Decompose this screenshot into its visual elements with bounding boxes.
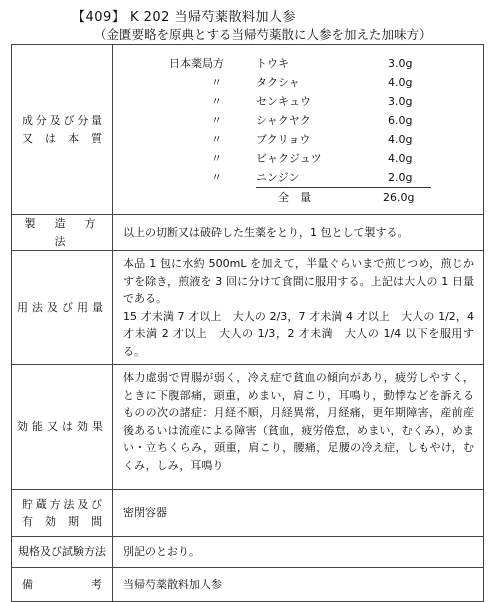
- ditto-mark: 〃: [211, 152, 222, 165]
- ingredient-name: タクシャ: [256, 76, 300, 89]
- label-composition-line1: 成分及び分量: [22, 114, 102, 127]
- efficacy-content: [113, 365, 484, 490]
- label-remarks-text: 備 考: [22, 577, 102, 591]
- document-title: 【409】 K 202 当帰芍薬散料加人参: [72, 10, 297, 25]
- ditto-mark: 〃: [211, 133, 222, 146]
- label-storage-line1: 貯蔵方法及び: [22, 497, 102, 511]
- label-remarks: [12, 568, 113, 602]
- composition-content: [113, 45, 484, 215]
- dosage-line: 本品 1 包に水約 500mL を加えて，半量ぐらいまで煎じつめ，煎じかすを除き，煎液を 3 回に分けて食間に服用する。上記は大人の 1 日量である。: [123, 257, 474, 305]
- ditto-mark: 〃: [211, 114, 222, 127]
- row-storage: [12, 490, 484, 537]
- label-dosage: 用法及び用量: [12, 251, 113, 365]
- label-storage: [12, 490, 113, 537]
- total-label: 全 量: [278, 191, 311, 204]
- total-amount: 26.0g: [383, 191, 415, 204]
- ingredient-name: ニンジン: [256, 171, 300, 184]
- efficacy-text: 体力虚弱で胃腸が弱く，冷え症で貧血の傾向があり，疲労しやすく，ときに下腹部痛，頭重，めまい，肩こり，耳鳴り，動悸などを訴えるものの次の諸症：月経不順，月経異常，月経痛，更年期障害，産前産後あるいは流産による障害（貧血，疲労倦怠，めまい，むくみ），めまい・立ちくらみ，頭重，肩こり，腰痛，足腰の冷え症，しもやけ，むくみ，しみ，耳鳴り: [123, 371, 474, 472]
- ingredient-amount: 6.0g: [388, 114, 413, 127]
- ingredient-amount: 2.0g: [388, 171, 413, 184]
- ditto-mark: 〃: [211, 76, 222, 89]
- dosage-paragraph: [123, 255, 474, 360]
- ingredient-amount: 4.0g: [388, 76, 413, 89]
- ingredient-name: ブクリョウ: [256, 133, 311, 146]
- specs-text: 別記のとおり。: [113, 537, 484, 568]
- storage-text: 密閉容器: [113, 490, 484, 537]
- label-storage-line2: 有 効 期 間: [22, 515, 102, 528]
- ingredient-amount: 4.0g: [388, 152, 413, 165]
- manufacture-text: 以上の切断又は破砕した生薬をとり，1 包として製する。: [113, 215, 484, 251]
- ingredient-amount: 3.0g: [388, 95, 413, 108]
- total-divider: [256, 187, 431, 188]
- label-manufacture: 製 造 方 法: [12, 215, 113, 251]
- label-composition: [12, 45, 113, 215]
- ingredient-amount: 4.0g: [388, 133, 413, 146]
- dosage-line: 15 才未満 7 才以上 大人の 2/3，7 才未満 4 才以上 大人の 1/2，4 才未満 2 才以上 大人の 1/3，2 才未満 大人の 1/4 以下を服用する。: [123, 309, 474, 358]
- row-efficacy: [12, 365, 484, 490]
- row-specs: [12, 537, 484, 568]
- ditto-mark: 〃: [211, 95, 222, 108]
- ingredient-list: [123, 49, 474, 209]
- row-dosage: [12, 251, 484, 365]
- row-manufacture: [12, 215, 484, 251]
- ingredient-amount: 3.0g: [388, 57, 413, 70]
- ingredient-name: トウキ: [256, 57, 289, 70]
- label-efficacy: 効能又は効果: [12, 365, 113, 490]
- ingredient-name: シャクヤク: [256, 114, 311, 127]
- ditto-mark: 〃: [211, 171, 222, 184]
- document-subtitle: （金匱要略を原典とする当帰芍薬散に人参を加えた加味方）: [94, 27, 432, 42]
- ingredient-name: センキュウ: [256, 95, 311, 108]
- ingredient-name: ビャクジュツ: [256, 152, 322, 165]
- label-composition-line2: 又 は 本 質: [22, 131, 102, 145]
- remarks-text: 当帰芍薬散料加人参: [113, 568, 484, 602]
- dosage-content: [113, 251, 484, 365]
- row-composition: [12, 45, 484, 215]
- label-specs: 規格及び試験方法: [12, 537, 113, 568]
- monograph-table: [11, 44, 484, 602]
- row-remarks: [12, 568, 484, 602]
- standard-name: 日本薬局方: [169, 57, 224, 70]
